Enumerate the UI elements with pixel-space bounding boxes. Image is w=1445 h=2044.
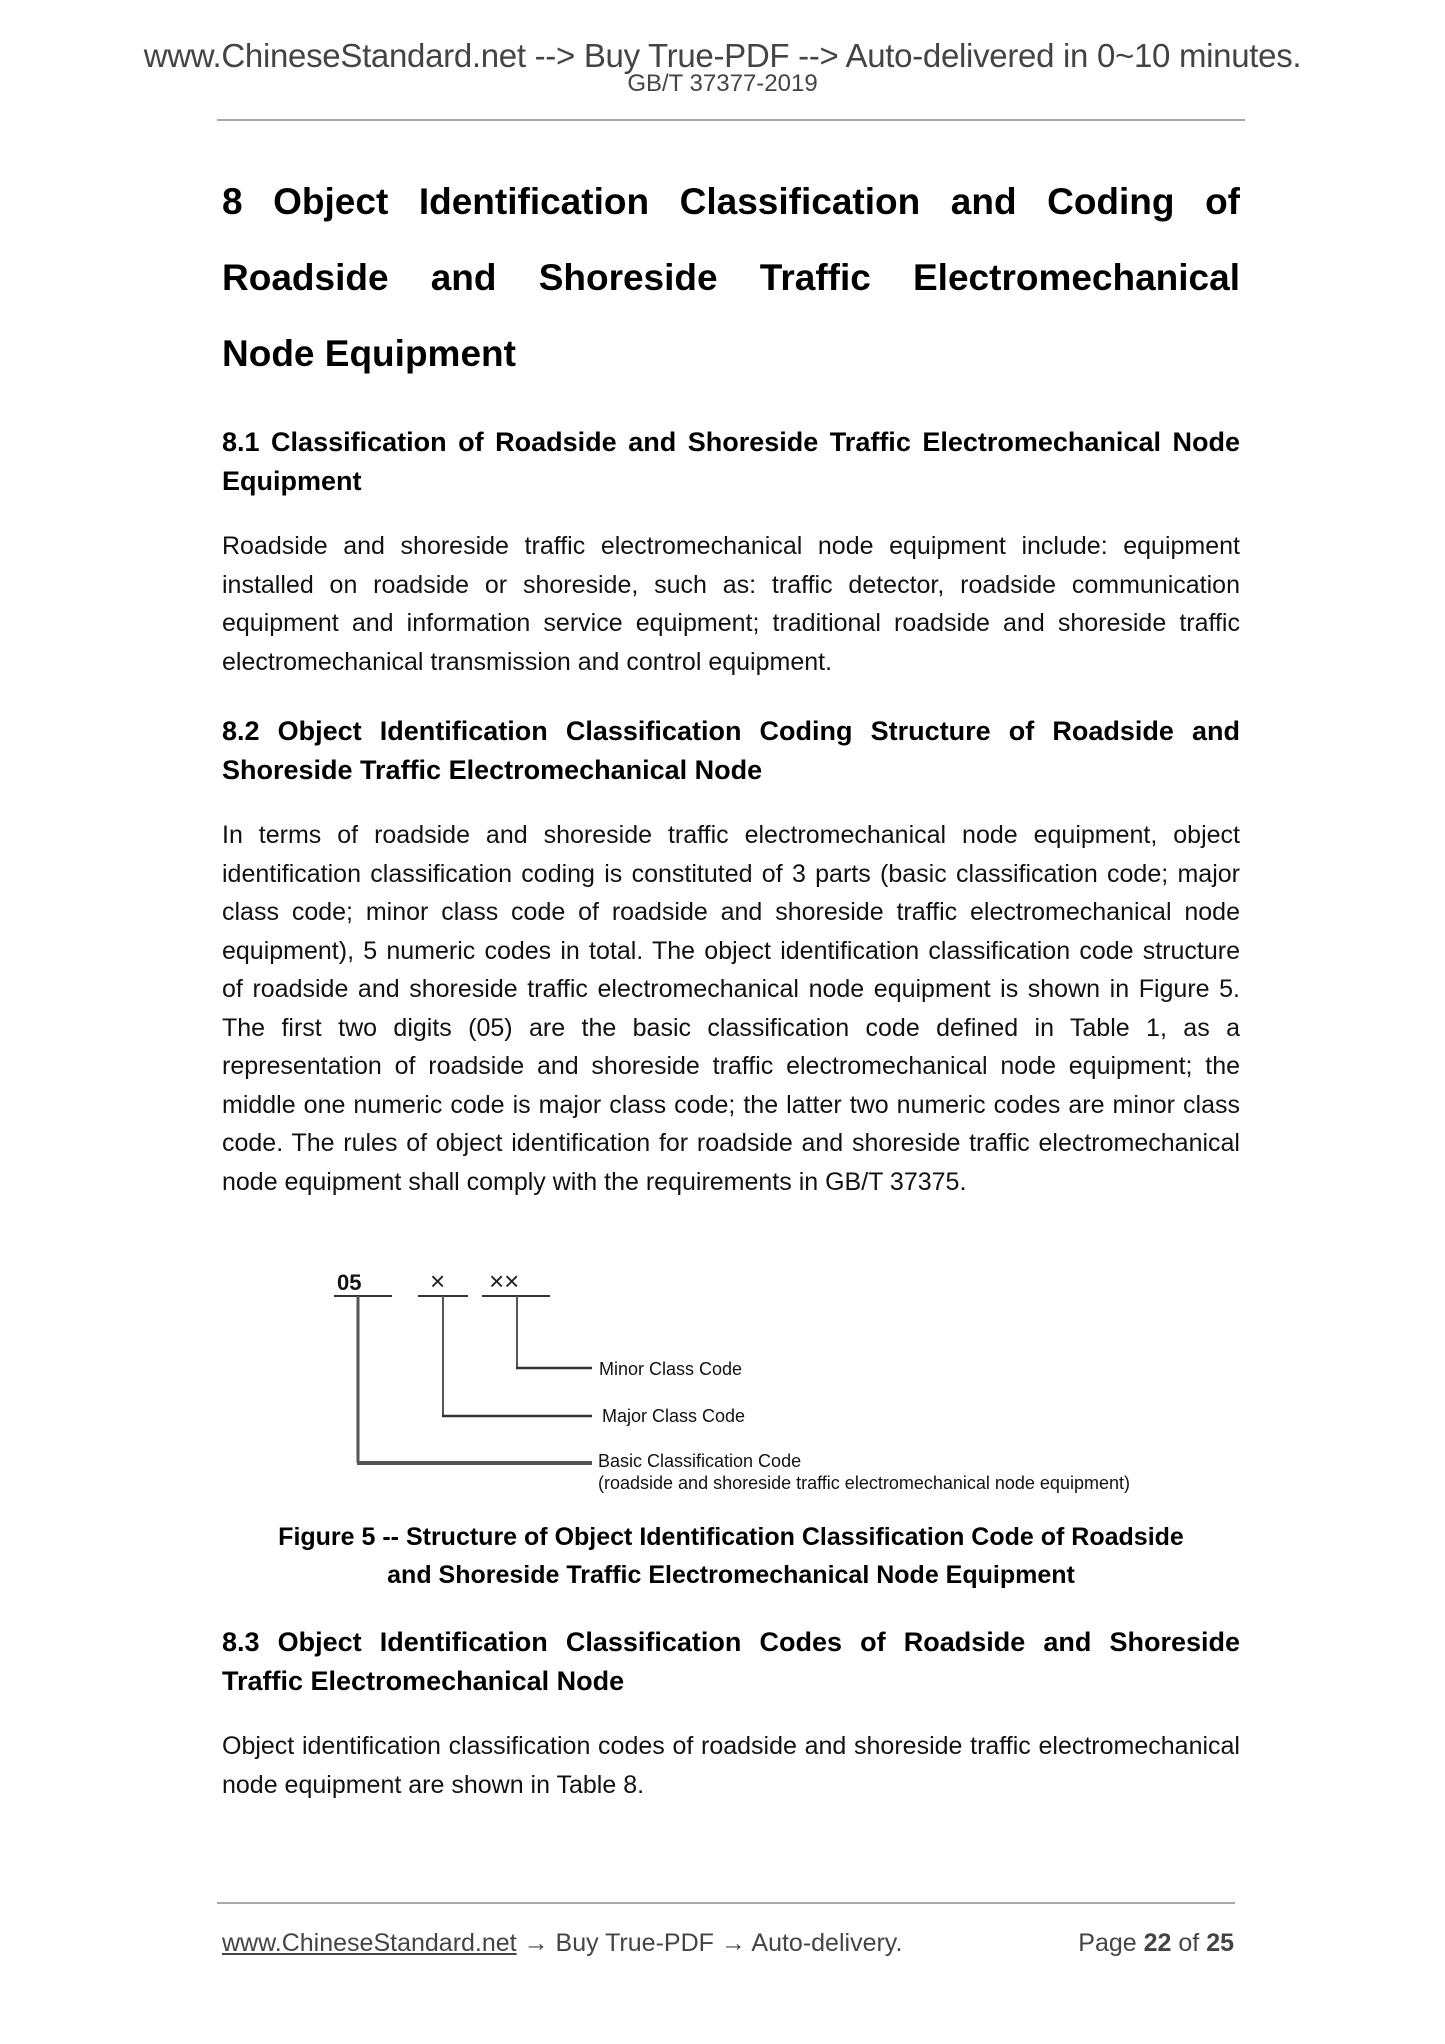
basic-code-value: 05 <box>337 1270 362 1295</box>
footer-trail-text: → Buy True-PDF → Auto-delivery. <box>516 1929 903 1957</box>
section-8-3-heading: 8.3 Object Identification Classification Codes of Roadside and Shoreside Traffic Electromechanical Node <box>222 1627 1240 1696</box>
header-banner: www.ChineseStandard.net --> Buy True-PDF --> Auto-delivered in 0~10 minutes. <box>143 37 1302 74</box>
section-8-title-line-3: Node Equipment <box>222 333 516 374</box>
basic-classification-code-note: (roadside and shoreside traffic electromechanical node equipment) <box>598 1473 1130 1493</box>
section-8-3 <box>222 1623 1240 1804</box>
page-current: 22 <box>1143 1929 1172 1957</box>
minor-class-code-label: Minor Class Code <box>599 1359 743 1379</box>
basic-classification-code-label: Basic Classification Code <box>598 1451 802 1471</box>
figure-5-caption-line-2: and Shoreside Traffic Electromechanical Node Equipment <box>387 1561 1075 1589</box>
section-8-1 <box>222 423 1240 681</box>
major-code-placeholder: × <box>430 1266 446 1296</box>
section-8-2 <box>222 712 1240 1201</box>
footer-site-link[interactable]: www.ChineseStandard.net <box>222 1929 517 1957</box>
page-of-label: of <box>1178 1929 1200 1957</box>
section-8-title-line-1: 8 Object Identification Classification and Coding of <box>222 181 1240 222</box>
section-8-2-heading: 8.2 Object Identification Classification Coding Structure of Roadside and Shoreside Traffic Electromechanical Node <box>222 716 1240 785</box>
section-8-1-heading: 8.1 Classification of Roadside and Shoreside Traffic Electromechanical Node Equipment <box>222 427 1240 496</box>
footer <box>222 1927 1234 1959</box>
page-label: Page <box>1078 1929 1137 1957</box>
section-8-2-body: In terms of roadside and shoreside traffic electromechanical node equipment, object identification classification coding is constituted of 3 parts (basic classification code; major class code; minor class code of roadside and shoreside traffic electromechanical node equipment), 5 numeric codes in total. The object identification classification code structure of roadside and shoreside traffic electromechanical node equipment is shown in Figure 5. The first two digits (05) are the basic classification code defined in Table 1, as a representation of roadside and shoreside traffic electromechanical node equipment; the middle one numeric code is major class code; the latter two numeric codes are minor class code. The rules of object identification for roadside and shoreside traffic electromechanical node equipment shall comply with the requirements in GB/T 37375. <box>222 821 1240 1196</box>
page-total: 25 <box>1206 1929 1234 1957</box>
figure-5-caption <box>222 1518 1240 1594</box>
section-8-title <box>222 164 1240 392</box>
minor-code-placeholder: ×× <box>489 1266 520 1296</box>
section-8-title-line-2: Roadside and Shoreside Traffic Electromechanical <box>222 257 1240 298</box>
footer-divider <box>217 1902 1235 1904</box>
figure-5-caption-line-1: Figure 5 -- Structure of Object Identification Classification Code of Roadside <box>278 1523 1184 1551</box>
major-class-code-label: Major Class Code <box>602 1406 746 1426</box>
header-divider <box>217 119 1245 121</box>
page-indicator <box>1078 1927 1234 1959</box>
section-8-1-body: Roadside and shoreside traffic electromechanical node equipment include: equipment installed on roadside or shoreside, such as: traffic detector, roadside communication equipment and information service equipment; traditional roadside and shoreside traffic electromechanical transmission and control equipment. <box>222 532 1240 676</box>
section-8-3-body: Object identification classification codes of roadside and shoreside traffic electromechanical node equipment are shown in Table 8. <box>222 1732 1240 1799</box>
standard-id: GB/T 37377-2019 <box>627 70 818 97</box>
